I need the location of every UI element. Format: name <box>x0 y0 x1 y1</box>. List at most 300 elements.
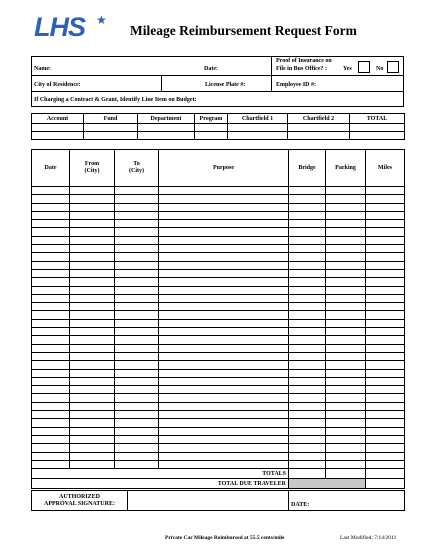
mileage-cell[interactable] <box>159 187 289 195</box>
mileage-cell[interactable] <box>159 411 289 419</box>
mileage-cell[interactable] <box>326 344 366 352</box>
mileage-cell[interactable] <box>159 402 289 410</box>
mileage-cell[interactable] <box>159 211 289 219</box>
mileage-cell[interactable] <box>366 245 405 253</box>
mileage-row[interactable] <box>32 278 405 286</box>
budget-header: TOTAL <box>350 114 405 124</box>
approval-label-line-2: APPROVAL SIGNATURE: <box>44 500 115 507</box>
mileage-cell[interactable] <box>366 319 405 327</box>
mileage-cell[interactable] <box>115 195 159 203</box>
mileage-cell[interactable] <box>366 195 405 203</box>
mileage-cell[interactable] <box>159 336 289 344</box>
mileage-cell[interactable] <box>70 187 115 195</box>
mileage-cell[interactable] <box>115 361 159 369</box>
mileage-cell[interactable] <box>70 269 115 277</box>
budget-row[interactable] <box>32 132 405 140</box>
mileage-cell[interactable] <box>289 303 326 311</box>
mileage-cell[interactable] <box>159 195 289 203</box>
mileage-cell[interactable] <box>326 278 366 286</box>
mileage-cell[interactable] <box>326 211 366 219</box>
mileage-cell[interactable] <box>115 377 159 385</box>
mileage-row[interactable] <box>32 203 405 211</box>
mileage-cell[interactable] <box>366 328 405 336</box>
mileage-row[interactable] <box>32 344 405 352</box>
mileage-cell[interactable] <box>366 352 405 360</box>
mileage-cell[interactable] <box>32 253 70 261</box>
mileage-cell[interactable] <box>32 236 70 244</box>
mileage-cell[interactable] <box>159 245 289 253</box>
mileage-cell[interactable] <box>289 452 326 460</box>
mileage-cell[interactable] <box>70 303 115 311</box>
mileage-cell[interactable] <box>366 427 405 435</box>
mileage-cell[interactable] <box>32 228 70 236</box>
mileage-cell[interactable] <box>326 203 366 211</box>
mileage-cell[interactable] <box>159 427 289 435</box>
mileage-cell[interactable] <box>115 452 159 460</box>
mileage-cell[interactable] <box>115 444 159 452</box>
mileage-cell[interactable] <box>115 402 159 410</box>
mileage-cell[interactable] <box>289 435 326 443</box>
mileage-cell[interactable] <box>32 361 70 369</box>
mileage-cell[interactable] <box>32 336 70 344</box>
mileage-row[interactable] <box>32 369 405 377</box>
mileage-cell[interactable] <box>326 269 366 277</box>
mileage-cell[interactable] <box>32 411 70 419</box>
mileage-cell[interactable] <box>159 452 289 460</box>
mileage-cell[interactable] <box>115 435 159 443</box>
mileage-cell[interactable] <box>366 228 405 236</box>
mileage-cell[interactable] <box>366 311 405 319</box>
mileage-cell[interactable] <box>115 286 159 294</box>
mileage-cell[interactable] <box>289 377 326 385</box>
mileage-cell[interactable] <box>159 386 289 394</box>
mileage-cell[interactable] <box>366 211 405 219</box>
mileage-cell[interactable] <box>70 286 115 294</box>
mileage-cell[interactable] <box>326 311 366 319</box>
mileage-cell[interactable] <box>366 369 405 377</box>
mileage-cell[interactable] <box>326 286 366 294</box>
mileage-cell[interactable] <box>326 220 366 228</box>
mileage-cell[interactable] <box>326 336 366 344</box>
rate-note: Private Car Mileage Reimbursed at 55.5 cents/mile <box>165 535 285 541</box>
mileage-header-cell <box>326 150 366 187</box>
mileage-cell[interactable] <box>326 444 366 452</box>
mileage-header-cell <box>159 150 289 187</box>
mileage-cell[interactable] <box>159 344 289 352</box>
mileage-cell[interactable] <box>70 427 115 435</box>
mileage-cell[interactable] <box>366 419 405 427</box>
mileage-cell[interactable] <box>115 211 159 219</box>
mileage-cell[interactable] <box>70 394 115 402</box>
mileage-row[interactable] <box>32 236 405 244</box>
mileage-row[interactable] <box>32 319 405 327</box>
mileage-cell[interactable] <box>159 435 289 443</box>
mileage-row[interactable] <box>32 328 405 336</box>
mileage-cell[interactable] <box>70 195 115 203</box>
mileage-cell[interactable] <box>366 303 405 311</box>
mileage-cell[interactable] <box>32 377 70 385</box>
mileage-cell[interactable] <box>289 278 326 286</box>
mileage-cell[interactable] <box>289 352 326 360</box>
mileage-cell[interactable] <box>115 261 159 269</box>
mileage-cell[interactable] <box>32 386 70 394</box>
mileage-cell[interactable] <box>289 286 326 294</box>
mileage-cell[interactable] <box>159 294 289 302</box>
mileage-row[interactable] <box>32 444 405 452</box>
mileage-cell[interactable] <box>159 220 289 228</box>
no-checkbox[interactable] <box>387 61 399 73</box>
form-title: Mileage Reimbursement Request Form <box>130 23 357 38</box>
mileage-cell[interactable] <box>289 386 326 394</box>
approval-table <box>31 490 405 511</box>
mileage-cell[interactable] <box>32 419 70 427</box>
mileage-cell[interactable] <box>159 377 289 385</box>
mileage-cell[interactable] <box>326 319 366 327</box>
mileage-cell[interactable] <box>70 352 115 360</box>
mileage-cell[interactable] <box>32 269 70 277</box>
mileage-cell[interactable] <box>70 261 115 269</box>
mileage-cell[interactable] <box>70 245 115 253</box>
approval-date-label: DATE: <box>291 502 310 508</box>
mileage-cell[interactable] <box>159 203 289 211</box>
mileage-cell[interactable] <box>32 294 70 302</box>
mileage-cell[interactable] <box>326 419 366 427</box>
mileage-row[interactable] <box>32 261 405 269</box>
mileage-cell[interactable] <box>326 377 366 385</box>
mileage-cell[interactable] <box>70 444 115 452</box>
mileage-cell[interactable] <box>115 328 159 336</box>
budget-row[interactable] <box>32 124 405 132</box>
mileage-row[interactable] <box>32 411 405 419</box>
mileage-header-text: Parking <box>335 164 356 171</box>
mileage-cell[interactable] <box>32 328 70 336</box>
mileage-cell[interactable] <box>70 344 115 352</box>
mileage-cell[interactable] <box>115 269 159 277</box>
mileage-cell[interactable] <box>115 220 159 228</box>
mileage-cell[interactable] <box>326 369 366 377</box>
mileage-cell[interactable] <box>366 203 405 211</box>
mileage-cell[interactable] <box>70 435 115 443</box>
mileage-cell[interactable] <box>159 352 289 360</box>
mileage-cell[interactable] <box>70 336 115 344</box>
mileage-cell[interactable] <box>159 444 289 452</box>
mileage-row[interactable] <box>32 187 405 195</box>
mileage-cell[interactable] <box>32 195 70 203</box>
mileage-cell[interactable] <box>159 278 289 286</box>
mileage-cell[interactable] <box>366 411 405 419</box>
mileage-cell[interactable] <box>32 402 70 410</box>
mileage-row[interactable] <box>32 228 405 236</box>
budget-header: Chartfield 2 <box>288 114 350 124</box>
mileage-cell[interactable] <box>366 261 405 269</box>
mileage-cell[interactable] <box>289 228 326 236</box>
mileage-cell[interactable] <box>32 286 70 294</box>
mileage-cell[interactable] <box>326 427 366 435</box>
approval-date-field[interactable] <box>289 491 405 511</box>
mileage-row[interactable] <box>32 361 405 369</box>
mileage-cell[interactable] <box>70 211 115 219</box>
signature-field[interactable] <box>128 491 289 511</box>
mileage-row[interactable] <box>32 394 405 402</box>
mileage-cell[interactable] <box>32 245 70 253</box>
mileage-cell[interactable] <box>70 278 115 286</box>
mileage-cell[interactable] <box>366 402 405 410</box>
mileage-cell[interactable] <box>32 220 70 228</box>
mileage-cell[interactable] <box>115 369 159 377</box>
mileage-cell[interactable] <box>289 294 326 302</box>
mileage-cell[interactable] <box>326 187 366 195</box>
mileage-cell[interactable] <box>115 386 159 394</box>
mileage-cell[interactable] <box>366 452 405 460</box>
mileage-cell[interactable] <box>289 311 326 319</box>
totals-bridge[interactable] <box>289 469 326 479</box>
mileage-row[interactable] <box>32 402 405 410</box>
mileage-row[interactable] <box>32 303 405 311</box>
mileage-row[interactable] <box>32 452 405 460</box>
mileage-cell[interactable] <box>326 328 366 336</box>
mileage-cell[interactable] <box>366 286 405 294</box>
mileage-cell[interactable] <box>32 444 70 452</box>
mileage-cell[interactable] <box>70 402 115 410</box>
mileage-cell[interactable] <box>70 311 115 319</box>
mileage-cell[interactable] <box>289 369 326 377</box>
mileage-cell[interactable] <box>326 228 366 236</box>
mileage-header-text: Purpose <box>213 164 234 171</box>
svg-text:★: ★ <box>96 13 107 27</box>
mileage-cell[interactable] <box>289 253 326 261</box>
mileage-cell[interactable] <box>289 394 326 402</box>
mileage-cell[interactable] <box>366 394 405 402</box>
mileage-row[interactable] <box>32 286 405 294</box>
mileage-cell[interactable] <box>366 253 405 261</box>
mileage-cell[interactable] <box>326 452 366 460</box>
mileage-cell[interactable] <box>289 319 326 327</box>
mileage-row[interactable] <box>32 386 405 394</box>
mileage-row[interactable] <box>32 419 405 427</box>
mileage-cell[interactable] <box>366 336 405 344</box>
mileage-cell[interactable] <box>159 319 289 327</box>
mileage-cell[interactable] <box>326 352 366 360</box>
mileage-cell[interactable] <box>159 394 289 402</box>
proof-label-1: Proof of Insurance on <box>276 58 332 64</box>
total-due-value[interactable] <box>366 479 405 489</box>
mileage-cell[interactable] <box>32 427 70 435</box>
mileage-cell[interactable] <box>326 303 366 311</box>
mileage-header-text: From <box>84 161 100 167</box>
mileage-cell[interactable] <box>115 303 159 311</box>
mileage-cell[interactable] <box>115 394 159 402</box>
mileage-row[interactable] <box>32 269 405 277</box>
mileage-cell[interactable] <box>289 203 326 211</box>
mileage-cell[interactable] <box>32 435 70 443</box>
mileage-row[interactable] <box>32 195 405 203</box>
mileage-cell[interactable] <box>159 419 289 427</box>
mileage-header-text: (City) <box>84 168 100 174</box>
mileage-cell[interactable] <box>159 236 289 244</box>
mileage-cell[interactable] <box>70 236 115 244</box>
mileage-cell[interactable] <box>326 253 366 261</box>
contract-label: If Charging a Contract & Grant, Identify Line Item on Budget: <box>34 97 197 103</box>
mileage-row[interactable] <box>32 220 405 228</box>
mileage-row[interactable] <box>32 336 405 344</box>
mileage-row[interactable] <box>32 427 405 435</box>
mileage-cell[interactable] <box>32 369 70 377</box>
mileage-cell[interactable] <box>32 261 70 269</box>
mileage-cell[interactable] <box>326 361 366 369</box>
mileage-cell[interactable] <box>289 261 326 269</box>
mileage-cell[interactable] <box>366 294 405 302</box>
mileage-cell[interactable] <box>70 386 115 394</box>
mileage-cell[interactable] <box>159 253 289 261</box>
mileage-cell[interactable] <box>70 203 115 211</box>
mileage-row[interactable] <box>32 294 405 302</box>
mileage-cell[interactable] <box>326 402 366 410</box>
mileage-cell[interactable] <box>289 187 326 195</box>
mileage-cell[interactable] <box>289 344 326 352</box>
approval-label <box>32 491 128 511</box>
mileage-cell[interactable] <box>326 195 366 203</box>
mileage-cell[interactable] <box>115 245 159 253</box>
mileage-cell[interactable] <box>32 278 70 286</box>
mileage-cell[interactable] <box>70 319 115 327</box>
mileage-cell[interactable] <box>289 245 326 253</box>
yes-checkbox[interactable] <box>358 61 370 73</box>
mileage-cell[interactable] <box>326 386 366 394</box>
mileage-cell[interactable] <box>326 245 366 253</box>
mileage-cell[interactable] <box>32 211 70 219</box>
mileage-cell[interactable] <box>115 336 159 344</box>
mileage-cell[interactable] <box>289 361 326 369</box>
mileage-cell[interactable] <box>326 411 366 419</box>
mileage-cell[interactable] <box>289 328 326 336</box>
mileage-cell[interactable] <box>115 344 159 352</box>
total-due-shaded <box>289 479 366 489</box>
mileage-cell[interactable] <box>159 311 289 319</box>
mileage-cell[interactable] <box>366 344 405 352</box>
mileage-row[interactable] <box>32 311 405 319</box>
mileage-row[interactable] <box>32 253 405 261</box>
mileage-cell[interactable] <box>32 452 70 460</box>
mileage-cell[interactable] <box>289 336 326 344</box>
mileage-cell[interactable] <box>32 203 70 211</box>
total-due-label: TOTAL DUE TRAVELER <box>32 479 289 489</box>
mileage-cell[interactable] <box>366 278 405 286</box>
mileage-cell[interactable] <box>159 261 289 269</box>
mileage-cell[interactable] <box>32 187 70 195</box>
mileage-cell[interactable] <box>70 294 115 302</box>
mileage-cell[interactable] <box>32 311 70 319</box>
mileage-header-cell <box>32 150 70 187</box>
mileage-cell[interactable] <box>70 220 115 228</box>
mileage-cell[interactable] <box>115 411 159 419</box>
mileage-cell[interactable] <box>159 369 289 377</box>
totals-miles[interactable] <box>366 469 405 479</box>
mileage-cell[interactable] <box>115 427 159 435</box>
mileage-cell[interactable] <box>289 427 326 435</box>
mileage-cell[interactable] <box>366 377 405 385</box>
mileage-cell[interactable] <box>326 294 366 302</box>
mileage-cell[interactable] <box>159 361 289 369</box>
mileage-cell[interactable] <box>115 228 159 236</box>
mileage-cell[interactable] <box>32 344 70 352</box>
mileage-cell[interactable] <box>289 220 326 228</box>
mileage-row[interactable] <box>32 377 405 385</box>
mileage-cell[interactable] <box>366 435 405 443</box>
totals-parking[interactable] <box>326 469 366 479</box>
mileage-cell[interactable] <box>32 319 70 327</box>
mileage-cell[interactable] <box>326 261 366 269</box>
mileage-row[interactable] <box>32 435 405 443</box>
mileage-cell[interactable] <box>289 269 326 277</box>
mileage-cell[interactable] <box>326 435 366 443</box>
mileage-header-cell <box>289 150 326 187</box>
mileage-cell[interactable] <box>115 419 159 427</box>
mileage-cell[interactable] <box>70 361 115 369</box>
mileage-cell[interactable] <box>159 303 289 311</box>
mileage-cell[interactable] <box>115 352 159 360</box>
mileage-cell[interactable] <box>366 187 405 195</box>
mileage-cell[interactable] <box>289 419 326 427</box>
mileage-cell[interactable] <box>70 369 115 377</box>
mileage-cell[interactable] <box>32 303 70 311</box>
mileage-cell[interactable] <box>115 319 159 327</box>
mileage-cell[interactable] <box>115 187 159 195</box>
mileage-cell[interactable] <box>32 352 70 360</box>
mileage-cell[interactable] <box>366 236 405 244</box>
mileage-cell[interactable] <box>159 228 289 236</box>
mileage-cell[interactable] <box>289 411 326 419</box>
mileage-cell[interactable] <box>70 411 115 419</box>
city-label: City of Residence: <box>34 82 81 88</box>
mileage-cell[interactable] <box>326 394 366 402</box>
mileage-cell[interactable] <box>289 211 326 219</box>
mileage-cell[interactable] <box>366 444 405 452</box>
mileage-cell[interactable] <box>289 195 326 203</box>
mileage-cell[interactable] <box>366 220 405 228</box>
mileage-row[interactable] <box>32 352 405 360</box>
mileage-cell[interactable] <box>70 419 115 427</box>
mileage-cell[interactable] <box>159 286 289 294</box>
mileage-cell[interactable] <box>289 402 326 410</box>
mileage-cell[interactable] <box>115 278 159 286</box>
totals-label: TOTALS <box>32 469 289 479</box>
mileage-cell[interactable] <box>326 236 366 244</box>
mileage-cell[interactable] <box>70 228 115 236</box>
mileage-cell[interactable] <box>70 377 115 385</box>
mileage-cell[interactable] <box>289 236 326 244</box>
mileage-cell[interactable] <box>289 444 326 452</box>
mileage-cell[interactable] <box>115 236 159 244</box>
mileage-cell[interactable] <box>366 386 405 394</box>
mileage-cell[interactable] <box>115 203 159 211</box>
mileage-cell[interactable] <box>366 361 405 369</box>
mileage-cell[interactable] <box>70 328 115 336</box>
date-label: Date: <box>204 66 218 72</box>
mileage-cell[interactable] <box>115 253 159 261</box>
mileage-cell[interactable] <box>32 394 70 402</box>
mileage-cell[interactable] <box>115 294 159 302</box>
mileage-cell[interactable] <box>115 311 159 319</box>
mileage-cell[interactable] <box>159 269 289 277</box>
mileage-cell[interactable] <box>159 328 289 336</box>
mileage-header-cell <box>115 150 159 187</box>
mileage-row[interactable] <box>32 211 405 219</box>
budget-header-row <box>32 114 405 124</box>
mileage-cell[interactable] <box>70 253 115 261</box>
mileage-cell[interactable] <box>366 269 405 277</box>
mileage-row[interactable] <box>32 245 405 253</box>
mileage-cell[interactable] <box>70 452 115 460</box>
